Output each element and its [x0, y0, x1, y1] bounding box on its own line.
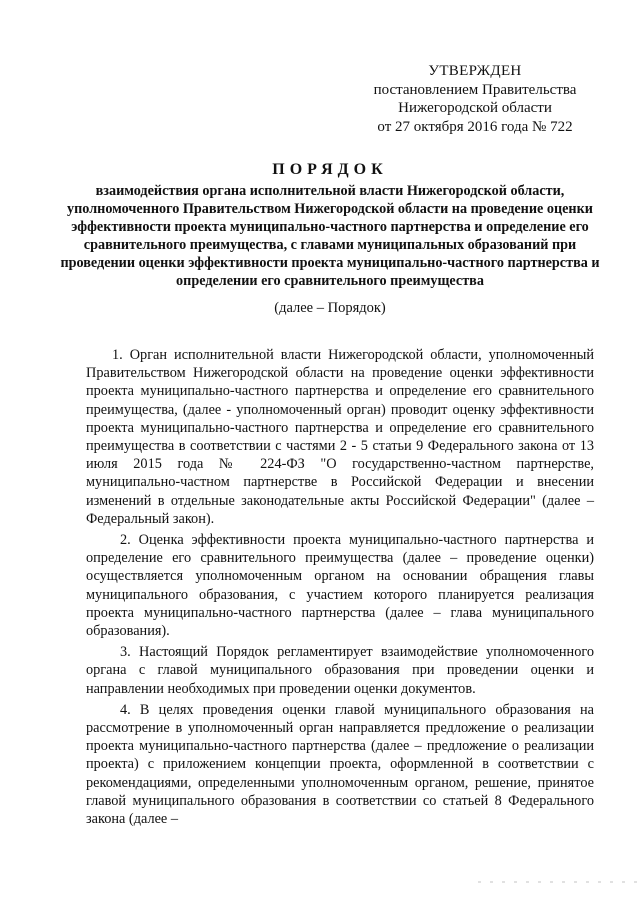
approval-line-2: Нижегородской области — [398, 100, 552, 116]
document-body — [86, 346, 594, 828]
approval-line-1: постановлением Правительства — [373, 81, 577, 98]
approval-line-3: от 27 октября 2016 года № 722 — [377, 118, 573, 135]
paragraph-4: 4. В целях проведения оценки главой муниципального образования на рассмотрение в уполномоченный орган направляется предложение о реализации проекта муниципально-частного партнерства (далее – предложение о реализации проекта) с приложением концепции проекта, оформленной в соответствии с рекомендациями, определенными уполномоченным органом, решение, принятое главой муниципального образования в соответствии со статьей 8 Федерального закона (далее – — [86, 701, 594, 828]
document-abbreviation: (далее – Порядок) — [274, 300, 386, 316]
document-subtitle: взаимодействия органа исполнительной власти Нижегородской области, уполномоченного Правительством Нижегородской области на проведение оценки эффективности проекта муниципально-частного партнерства и определение его сравнительного преимущества, с главами муниципальных образований при проведении оценки эффективности проекта муниципально-частного партнерства и определении его сравнительного преимущества — [60, 183, 600, 289]
paragraph-1: 1. Орган исполнительной власти Нижегородской области, уполномоченный Правительством Нижегородской области на проведение оценки эффективности проекта муниципально-частного партнерства и определение его сравнительного преимущества, (далее - уполномоченный орган) проводит оценку эффективности проекта муниципально-частного партнерства и определение его сравнительного преимущества в соответствии с частями 2 - 5 статьи 9 Федерального закона от 13 июля 2015 года № 224-ФЗ "О государственно-частном партнерстве, муниципально-частном партнерстве в Российской Федерации и внесении изменений в отдельные законодательные акты Российской Федерации" (далее – Федеральный закон). — [86, 347, 594, 527]
approval-heading: УТВЕРЖДЕН — [428, 63, 522, 79]
approval-stamp — [360, 62, 590, 136]
paragraph-3: 3. Настоящий Порядок регламентирует взаимодействие уполномоченного органа с главой муниципального образования при проведении оценки и направлении необходимых при проведении оценки документов. — [86, 644, 594, 697]
paragraph-2: 2. Оценка эффективности проекта муниципально-частного партнерства и определение его сравнительного преимущества (далее – проведение оценки) осуществляется уполномоченным органом на основании обращения главы муниципального образования, с участием которого планируется реализация проекта муниципально-частного партнерства (далее – глава муниципального образования). — [86, 532, 594, 640]
document-title: ПОРЯДОК — [272, 161, 388, 178]
title-block — [60, 160, 600, 317]
scan-artifact — [478, 880, 638, 884]
